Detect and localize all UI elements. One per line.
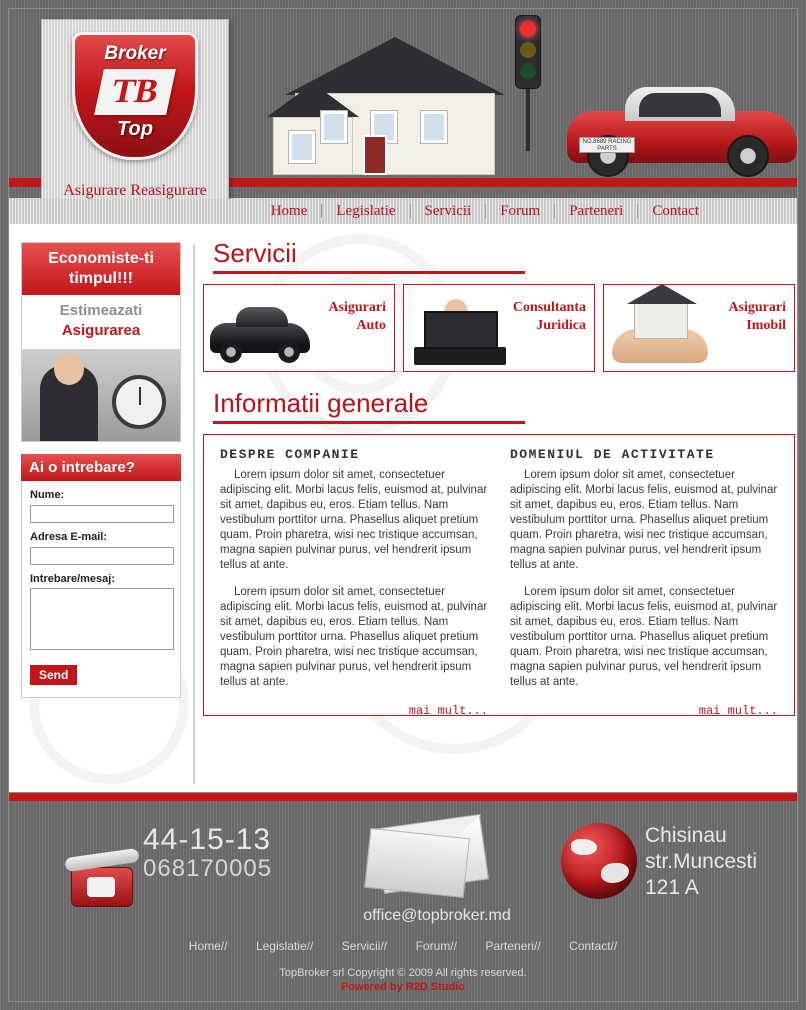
- address-line2: str.Muncesti: [645, 850, 758, 873]
- promo-subtitle: [22, 295, 180, 341]
- footer-nav-contact[interactable]: Contact//: [569, 939, 618, 953]
- house-in-hand-icon: [608, 293, 712, 367]
- red-car-illustration: [567, 71, 797, 179]
- label-name: Nume:: [30, 489, 65, 501]
- service-card-label: [728, 299, 786, 335]
- car-plate: NO.8689 RACING PARTS: [579, 137, 635, 153]
- promo-person-head: [54, 353, 84, 385]
- service-card-imobil[interactable]: [603, 284, 795, 372]
- footer-nav-home[interactable]: Home//: [188, 939, 228, 953]
- info-paragraph: Lorem ipsum dolor sit amet, consectetuer adipiscing elit. Morbi lacus felis, euismod at, pulvinar sit amet, dapibus eu, eros. Etiam tellus. Nam vestibulum porttitor urna. Phasellus aliquet pretium quam. Proin pharetra, wisi nec tristique accumsan, magna sapien pulvinar purus, vel hendrerit ipsum tellus at ante.: [220, 586, 488, 688]
- sidebar: [21, 242, 187, 698]
- footer-red-strip: [9, 793, 797, 801]
- traffic-light-pole: [526, 89, 530, 151]
- promo-band-line2: timpul!!!: [69, 270, 133, 287]
- car-wheel: [220, 341, 242, 363]
- car-windshield: [639, 93, 721, 117]
- service-card-line1: Asigurari: [328, 300, 386, 315]
- promo-band: [22, 243, 180, 295]
- address-line1: Chisinau: [645, 824, 727, 847]
- nav-item-servicii[interactable]: Servicii: [411, 204, 487, 218]
- logo-panel[interactable]: [41, 19, 229, 200]
- house-illustration: [267, 31, 527, 181]
- black-car-icon: [208, 293, 312, 367]
- lawyer-icon: [408, 293, 512, 367]
- footer-navigation: [9, 933, 797, 955]
- service-card-line2: Auto: [356, 318, 386, 333]
- phone-secondary: 068170005: [143, 855, 273, 882]
- logo-caption: Asigurare Reasigurare: [63, 182, 207, 199]
- more-link[interactable]: mai mult...: [408, 704, 488, 718]
- nav-item-parteneri[interactable]: Parteneri: [555, 204, 638, 218]
- info-column-company: [220, 447, 488, 718]
- label-email: Adresa E-mail:: [30, 531, 108, 543]
- traffic-light-green: [520, 63, 536, 79]
- services-title: Servicii: [213, 238, 297, 268]
- nav-item-forum[interactable]: Forum: [486, 204, 555, 218]
- hero-banner: [257, 9, 797, 189]
- footer-nav-forum[interactable]: Forum//: [415, 939, 457, 953]
- content-column: [199, 238, 795, 716]
- send-button[interactable]: Send: [30, 665, 77, 685]
- laptop-icon: [414, 347, 506, 365]
- service-card-line2: Juridica: [536, 318, 586, 333]
- info-heading: DOMENIUL DE ACTIVITATE: [510, 447, 715, 462]
- info-title: Informatii generale: [213, 388, 429, 418]
- info-paragraph: Lorem ipsum dolor sit amet, consectetuer adipiscing elit. Morbi lacus felis, euismod at, pulvinar sit amet, dapibus eu, eros. Etiam tellus. Nam vestibulum porttitor urna. Phasellus aliquet pretium quam. Proin pharetra, wisi nec tristique accumsan, magna sapien pulvinar purus, vel hendrerit ipsum tellus at ante.: [510, 586, 778, 688]
- powered-by-text[interactable]: Powered by R2D Studio: [340, 981, 466, 993]
- service-card-line2: Imobil: [746, 318, 786, 333]
- service-card-line1: Consultanta: [512, 300, 586, 315]
- promo-photo: [22, 349, 180, 441]
- service-cards: [199, 284, 795, 372]
- site-footer: [8, 792, 798, 1002]
- logo-shield: [72, 32, 198, 160]
- house-window: [321, 111, 347, 143]
- envelope-icon-back: [364, 828, 470, 898]
- promo-band-line1: Economiste-ti: [48, 250, 154, 267]
- copyright-text: TopBroker srl Copyright © 2009 All rights reserved.: [279, 967, 527, 979]
- site-header: [8, 8, 798, 200]
- telephone-icon: [65, 835, 143, 925]
- nav-item-home[interactable]: Home: [257, 204, 323, 218]
- label-message: Intrebare/mesaj:: [30, 573, 115, 585]
- house-window: [289, 131, 315, 163]
- traffic-light-icon: [515, 15, 541, 89]
- promo-banner[interactable]: [21, 242, 181, 442]
- logo-broker-text: Broker: [104, 43, 166, 64]
- info-title-rule: [213, 421, 525, 424]
- more-link[interactable]: mai mult...: [698, 704, 778, 718]
- field-message: [22, 565, 180, 655]
- nav-item-contact[interactable]: Contact: [652, 203, 699, 219]
- logo-top-text: Top: [117, 118, 153, 140]
- footer-contacts: [9, 801, 797, 933]
- footer-nav-legislatie[interactable]: Legislatie//: [255, 939, 314, 953]
- footer-nav-parteneri[interactable]: Parteneri//: [485, 939, 541, 953]
- main-content: [8, 224, 798, 792]
- email-address[interactable]: office@topbroker.md: [363, 907, 511, 924]
- info-box: [203, 434, 795, 716]
- message-textarea[interactable]: [30, 588, 174, 650]
- field-email: [22, 523, 180, 565]
- address-text: [645, 823, 757, 901]
- contact-form-title: Ai o intrebare?: [21, 454, 181, 481]
- phone-dial: [87, 877, 115, 897]
- house-door: [363, 135, 387, 175]
- promo-sub-line1: Estimeazati: [59, 302, 143, 319]
- logo-monogram: TB: [94, 69, 176, 115]
- service-card-label: [513, 299, 586, 335]
- services-title-rule: [213, 271, 525, 274]
- name-input[interactable]: [30, 505, 174, 523]
- car-wheel: [278, 341, 300, 363]
- main-navigation: [8, 198, 798, 224]
- info-paragraph: Lorem ipsum dolor sit amet, consectetuer adipiscing elit. Morbi lacus felis, euismod at, pulvinar sit amet, dapibus eu, eros. Etiam tellus. Nam vestibulum porttitor urna. Phasellus aliquet pretium quam. Proin pharetra, wisi nec tristique accumsan, magna sapien pulvinar purus, vel hendrerit ipsum tellus at ante.: [220, 469, 488, 571]
- service-card-line1: Asigurari: [728, 300, 786, 315]
- mini-house-shape: [634, 301, 688, 339]
- service-card-label: [328, 299, 386, 335]
- car-wheel: [727, 135, 769, 177]
- address-line3: 121 A: [645, 876, 699, 899]
- nav-item-legislatie[interactable]: Legislatie: [322, 204, 410, 218]
- info-paragraph: Lorem ipsum dolor sit amet, consectetuer adipiscing elit. Morbi lacus felis, euismod at, pulvinar sit amet, dapibus eu, eros. Etiam tellus. Nam vestibulum porttitor urna. Phasellus aliquet pretium quam. Proin pharetra, wisi nec tristique accumsan, magna sapien pulvinar purus, vel hendrerit ipsum tellus at ante.: [510, 469, 778, 571]
- contact-form: [21, 454, 181, 698]
- service-card-auto[interactable]: [203, 284, 395, 372]
- phone-primary: 44-15-13: [143, 823, 272, 856]
- traffic-light-red: [520, 21, 536, 37]
- email-input[interactable]: [30, 547, 174, 565]
- info-column-activity: [510, 447, 778, 718]
- info-heading: DESPRE COMPANIE: [220, 447, 360, 462]
- column-divider: [193, 244, 195, 784]
- phone-block: [65, 819, 315, 929]
- traffic-light-yellow: [520, 42, 536, 58]
- globe-icon: [561, 823, 637, 899]
- service-card-juridica[interactable]: [403, 284, 595, 372]
- promo-sub-line2: Asigurarea: [61, 322, 141, 339]
- footer-nav-servicii[interactable]: Servicii//: [341, 939, 388, 953]
- house-window: [421, 111, 447, 143]
- clock-icon: [112, 375, 166, 429]
- field-name: [22, 481, 180, 523]
